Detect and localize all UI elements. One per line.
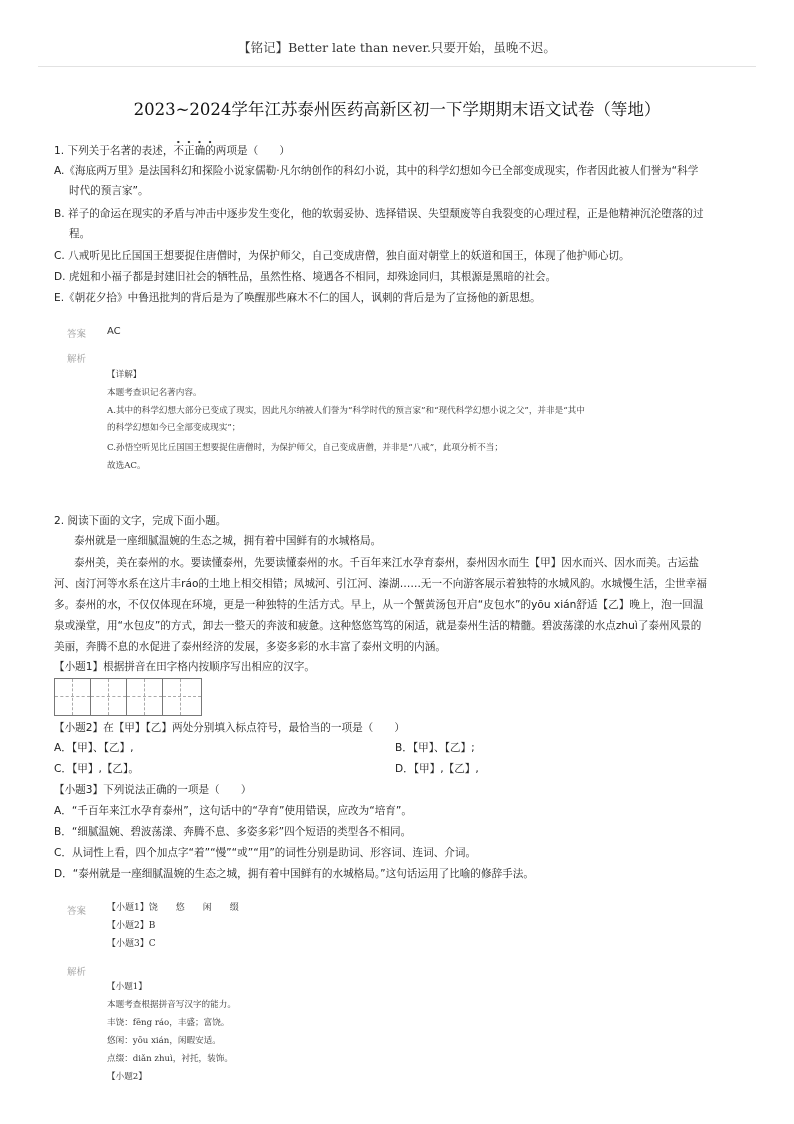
tianzige-cell[interactable]: [91, 679, 127, 715]
q2-subq2: 【小题2】在【甲】【乙】两处分别填入标点符号，最恰当的一项是（ ）: [54, 722, 406, 734]
tianzige-cell[interactable]: [55, 679, 91, 715]
q2-exp-line5: 点缀：diǎn zhuì，衬托，装饰。: [107, 1054, 233, 1064]
tianzige-cell[interactable]: [127, 679, 163, 715]
q1-exp-line2: 本题考查识记名著内容。: [107, 388, 202, 398]
q1-exp-line1: 【详解】: [107, 370, 142, 380]
q2-subq2-option-b: B．【甲】、【乙】;: [395, 742, 475, 754]
page-title: 2023~2024学年江苏泰州医药高新区初一下学期期末语文试卷（等地）: [133, 100, 661, 119]
q1-answer-label: 答案: [67, 329, 87, 340]
q1-exp-line6: 故选AC。: [107, 461, 146, 471]
tianzige-grid[interactable]: [54, 678, 202, 716]
q2-answer-2: 【小题2】B: [107, 921, 156, 931]
q2-subq3-option-d: D．“泰州就是一座细腻温婉的生态之城，拥有着中国鲜有的水城格局。”这句话运用了比喻的修辞手法。: [54, 868, 534, 880]
q1-exp-line3: A.其中的科学幻想大部分已变成了现实，因此凡尔纳被人们誉为“科学时代的预言家”和“现代科学幻想小说之父”，并非是“其中: [107, 406, 585, 416]
emphasis-dots: [173, 140, 215, 144]
q2-answer-label: 答案: [67, 906, 87, 917]
header-motto: 【铭记】Better late than never.只要开始，虽晚不迟。: [238, 40, 556, 55]
q2-exp-line6: 【小题2】: [107, 1072, 147, 1082]
q2-exp-line3: 丰饶：fēng ráo，丰盛；富饶。: [107, 1018, 230, 1028]
q1-exp-line4: 的科学幻想如今已全部变成现实”；: [107, 423, 241, 433]
q2-subq3-option-b: B．“细腻温婉、碧波荡漾、奔腾不息、多姿多彩”四个短语的类型各不相同。: [54, 826, 412, 838]
q2-subq3-option-a: A．“千百年来江水孕育泰州”，这句话中的“孕育”使用错误，应改为“培育”。: [54, 805, 412, 817]
q2-subq2-option-c: C．【甲】,【乙】。: [54, 763, 139, 775]
q1-stem-post: 两项是（ ）: [215, 145, 290, 157]
q1-option-d: D. 虎妞和小福子都是封建旧社会的牺牲品，虽然性格、境遇各不相同，却殊途同归，其根源是黑暗的社会。: [54, 271, 557, 283]
q2-exp-line1: 【小题1】: [107, 982, 147, 992]
q2-subq3: 【小题3】下列说法正确的一项是（ ）: [54, 784, 252, 796]
q2-passage-p2-line5: 美丽，奔腾不息的水促进了泰州经济的发展，多姿多彩的水丰富了泰州文明的内涵。: [54, 641, 446, 653]
q2-answer-1: 【小题1】饶 悠 闲 缀: [107, 903, 239, 913]
q1-exp-line5: C.孙悟空听见比丘国国王想要捉住唐僧时，为保护师父，自己变成唐僧，并非是“八戒”，此项分析不当；: [107, 443, 503, 453]
q2-subq3-option-c: C．从词性上看，四个加点字“着”“慢”“或”“用”的词性分别是助词、形容词、连词、介词。: [54, 847, 477, 859]
q2-passage-p2-line2: 河、卤汀河等水系在这片丰ráo的土地上相交相错；凤城河、引江河、溱湖……无一不向游客展示着独特的水城风韵。水城慢生活，尘世幸福: [54, 578, 707, 590]
q1-stem-pre: 1. 下列关于名著的表述，: [54, 145, 174, 157]
q1-option-b: B. 祥子的命运在现实的矛盾与冲击中逐步发生变化，他的软弱妥协、选择错误、失望颓废等自我裂变的心理过程，正是他精神沉沦堕落的过: [54, 208, 704, 220]
q2-subq1: 【小题1】根据拼音在田字格内按顺序写出相应的汉字。: [54, 661, 315, 673]
q2-answer-3: 【小题3】C: [107, 939, 156, 949]
q2-exp-line2: 本题考查根据拼音写汉字的能力。: [107, 1000, 236, 1010]
q2-passage-p1: 泰州就是一座细腻温婉的生态之城，拥有着中国鲜有的水城格局。: [74, 535, 382, 547]
q1-option-e: E.《朝花夕拾》中鲁迅批判的背后是为了唤醒那些麻木不仁的国人，讽刺的背后是为了宣扬他的新思想。: [54, 292, 541, 304]
q1-analysis-label: 解析: [67, 354, 87, 365]
q1-answer: AC: [107, 326, 121, 337]
q2-analysis-label: 解析: [67, 967, 87, 978]
header-divider: [38, 66, 756, 67]
q2-exp-line4: 悠闲：yōu xián，闲暇安适。: [107, 1036, 221, 1046]
q2-passage-p2-line3: 多。泰州的水，不仅仅体现在环境，更是一种独特的生活方式。早上，从一个蟹黄汤包开启“皮包水”的yōu xián舒适【乙】晚上，泡一回温: [54, 599, 704, 611]
q1-option-c: C. 八戒听见比丘国国王想要捉住唐僧时，为保护师父，自己变成唐僧，独自面对朝堂上的妖道和国王，体现了他护师心切。: [54, 250, 630, 262]
q2-intro: 2. 阅读下面的文字，完成下面小题。: [54, 515, 227, 527]
q1-option-a-cont: 时代的预言家”。: [69, 185, 149, 197]
q2-passage-p2-line4: 泉或澡堂，用“水包皮”的方式，卸去一整天的奔波和疲惫。这种悠悠笃笃的闲适，就是泰州生活的精髓。碧波荡漾的水点zhuì了泰州风景的: [54, 620, 702, 632]
q2-subq2-option-a: A．【甲】、【乙】,: [54, 742, 134, 754]
q2-passage-p2-line1: 泰州美，美在泰州的水。要读懂泰州，先要读懂泰州的水。千百年来江水孕育泰州，泰州因水而生【甲】因水而兴、因水而美。古运盐: [74, 557, 700, 569]
tianzige-cell[interactable]: [163, 679, 201, 715]
q1-option-b-cont: 程。: [69, 228, 91, 240]
q1-option-a: A.《海底两万里》是法国科幻和探险小说家儒勒·凡尔纳创作的科幻小说，其中的科学幻想如今已全部变成现实，作者因此被人们誉为“科学: [54, 165, 699, 177]
q2-subq2-option-d: D．【甲】,【乙】,: [395, 763, 479, 775]
q1-stem: [54, 144, 290, 158]
q1-stem-emphasis: 不正确的: [173, 145, 215, 157]
